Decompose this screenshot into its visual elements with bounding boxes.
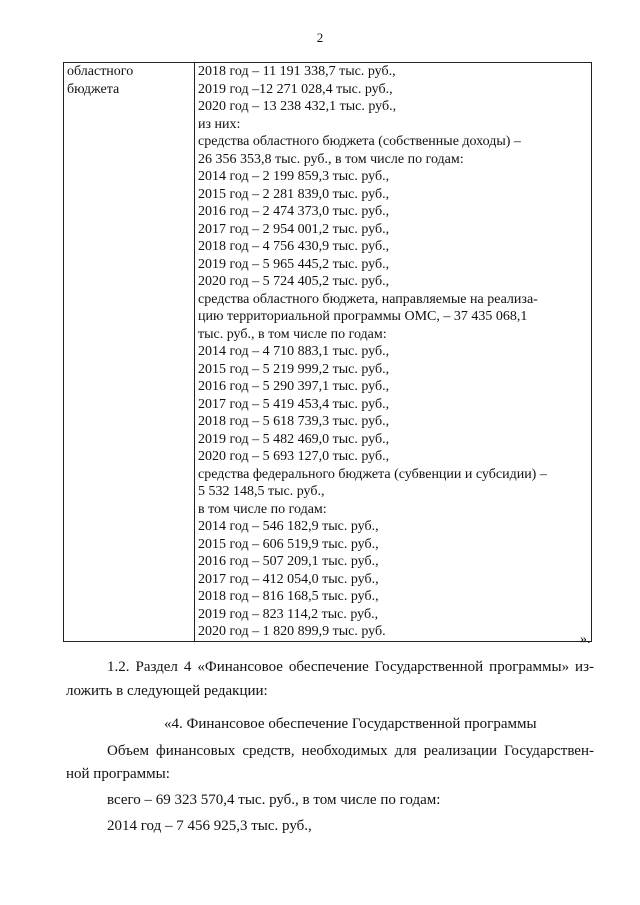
funding-table	[63, 62, 592, 642]
content-line: 2018 год – 5 618 739,3 тыс. руб.,	[198, 414, 390, 429]
content-line: средства областного бюджета (собственные доходы) –	[198, 134, 521, 149]
content-line: цию территориальной программы ОМС, – 37 435 068,1	[198, 309, 528, 324]
content-line: 2015 год – 5 219 999,2 тыс. руб.,	[198, 361, 390, 377]
content-line: 2016 год – 2 474 373,0 тыс. руб.,	[198, 204, 390, 219]
paragraph-line: ной программы:	[66, 766, 170, 782]
content-line: 2018 год – 11 191 338,7 тыс. руб.,	[198, 64, 396, 79]
table-row	[64, 63, 592, 642]
label-line: бюджета	[67, 81, 120, 97]
year-line: 2014 год – 7 456 925,3 тыс. руб.,	[107, 818, 312, 834]
content-line: 2014 год – 546 182,9 тыс. руб.,	[198, 519, 379, 534]
content-line: 2019 год – 5 965 445,2 тыс. руб.,	[198, 256, 390, 272]
label-line: областного	[67, 64, 134, 79]
content-line: 2019 год – 5 482 469,0 тыс. руб.,	[198, 431, 390, 447]
content-line: средства областного бюджета, направляемые на реализа-	[198, 291, 538, 307]
content-line: 2019 год –12 271 028,4 тыс. руб.,	[198, 81, 393, 97]
total-line: всего – 69 323 570,4 тыс. руб., в том числе по годам:	[107, 792, 441, 808]
content-line: 26 356 353,8 тыс. руб., в том числе по годам:	[198, 151, 464, 167]
content-line: 2016 год – 5 290 397,1 тыс. руб.,	[198, 379, 390, 394]
content-line: тыс. руб., в том числе по годам:	[198, 326, 387, 342]
content-line: средства федерального бюджета (субвенции и субсидии) –	[198, 466, 547, 482]
content-line: 2017 год – 2 954 001,2 тыс. руб.,	[198, 221, 390, 237]
page-number: 2	[316, 30, 324, 45]
content-line: 2014 год – 2 199 859,3 тыс. руб.,	[198, 169, 390, 184]
content-line: 2014 год – 4 710 883,1 тыс. руб.,	[198, 344, 390, 359]
content-line: 2020 год – 1 820 899,9 тыс. руб.	[198, 624, 386, 639]
content-line: 2020 год – 5 693 127,0 тыс. руб.,	[198, 449, 390, 464]
content-line: 5 532 148,5 тыс. руб.,	[198, 484, 325, 499]
paragraph-line: Объем финансовых средств, необходимых для реализации Государствен-	[107, 743, 594, 759]
content-line: 2018 год – 4 756 430,9 тыс. руб.,	[198, 239, 390, 254]
content-line: 2017 год – 412 054,0 тыс. руб.,	[198, 571, 379, 587]
content-line: 2016 год – 507 209,1 тыс. руб.,	[198, 554, 379, 569]
closing-quote: ».	[580, 632, 591, 647]
content-line: в том числе по годам:	[198, 501, 327, 517]
paragraph-line: 1.2. Раздел 4 «Финансовое обеспечение Государственной программы» из-	[107, 659, 594, 675]
content-line: 2017 год – 5 419 453,4 тыс. руб.,	[198, 396, 390, 412]
content-line: 2015 год – 2 281 839,0 тыс. руб.,	[198, 186, 390, 202]
content-line: 2020 год – 5 724 405,2 тыс. руб.,	[198, 274, 390, 289]
content-line: 2020 год – 13 238 432,1 тыс. руб.,	[198, 99, 397, 114]
content-line: 2019 год – 823 114,2 тыс. руб.,	[198, 606, 379, 622]
content-line: 2018 год – 816 168,5 тыс. руб.,	[198, 589, 379, 604]
section-heading: «4. Финансовое обеспечение Государственной программы	[164, 716, 537, 732]
paragraph-line: ложить в следующей редакции:	[66, 683, 268, 699]
content-cell	[195, 63, 592, 642]
content-line: 2015 год – 606 519,9 тыс. руб.,	[198, 536, 379, 552]
content-line: из них:	[198, 116, 241, 132]
label-cell	[64, 63, 195, 642]
